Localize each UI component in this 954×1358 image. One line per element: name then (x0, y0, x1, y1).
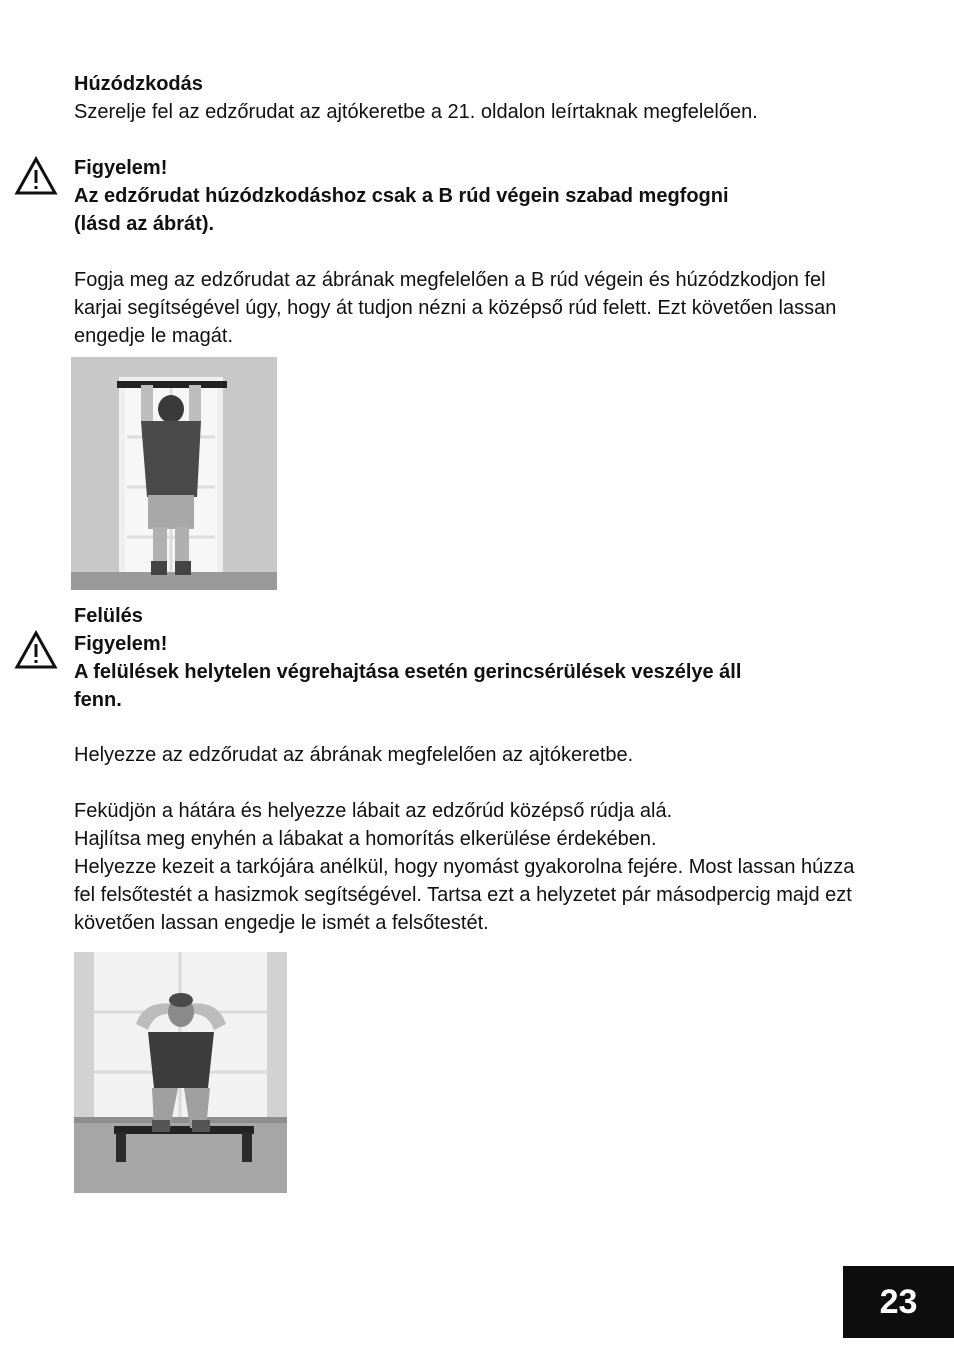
pullup-warning-line: Az edzőrudat húzódzkodáshoz csak a B rúd végein szabad megfogni (74, 185, 729, 207)
pullup-warning-title: Figyelem! (74, 157, 168, 179)
warning-triangle-icon (14, 630, 58, 670)
pullup-heading: Húzódzkodás (74, 73, 203, 95)
situp-photo (74, 952, 287, 1193)
pullup-body-line: engedje le magát. (74, 325, 234, 347)
pullup-body-line: karjai segítségével úgy, hogy át tudjon nézni a középső rúd felett. Ezt követően lassan (74, 297, 837, 319)
situp-body-line: Helyezze kezeit a tarkójára anélkül, hogy nyomást gyakorolna fejére. Most lassan húzza (74, 856, 855, 878)
pullup-photo (71, 357, 277, 590)
warning-triangle-icon (14, 156, 58, 196)
situp-body-line: fel felsőtestét a hasizmok segítségével. Tartsa ezt a helyzetet pár másodpercig majd ezt (74, 884, 852, 906)
page-number: 23 (843, 1266, 954, 1338)
situp-body-line: követően lassan engedje le ismét a felsőtestét. (74, 912, 489, 934)
situp-warning-title: Figyelem! (74, 633, 168, 655)
situp-body-line: Hajlítsa meg enyhén a lábakat a homorítás elkerülése érdekében. (74, 828, 657, 850)
situp-warning-line: fenn. (74, 689, 122, 711)
situp-body-line: Feküdjön a hátára és helyezze lábait az edzőrúd középső rúdja alá. (74, 800, 673, 822)
pullup-intro: Szerelje fel az edzőrudat az ajtókeretbe a 21. oldalon leírtaknak megfelelően. (74, 101, 758, 123)
situp-body-paragraph: Helyezze az edzőrudat az ábrának megfelelően az ajtókeretbe. (74, 744, 634, 766)
situp-heading: Felülés (74, 605, 143, 627)
pullup-body-line: Fogja meg az edzőrudat az ábrának megfelelően a B rúd végein és húzódzkodjon fel (74, 269, 826, 291)
pullup-warning-line: (lásd az ábrát). (74, 213, 215, 235)
situp-warning-line: A felülések helytelen végrehajtása esetén gerincsérülések veszélye áll (74, 661, 742, 683)
